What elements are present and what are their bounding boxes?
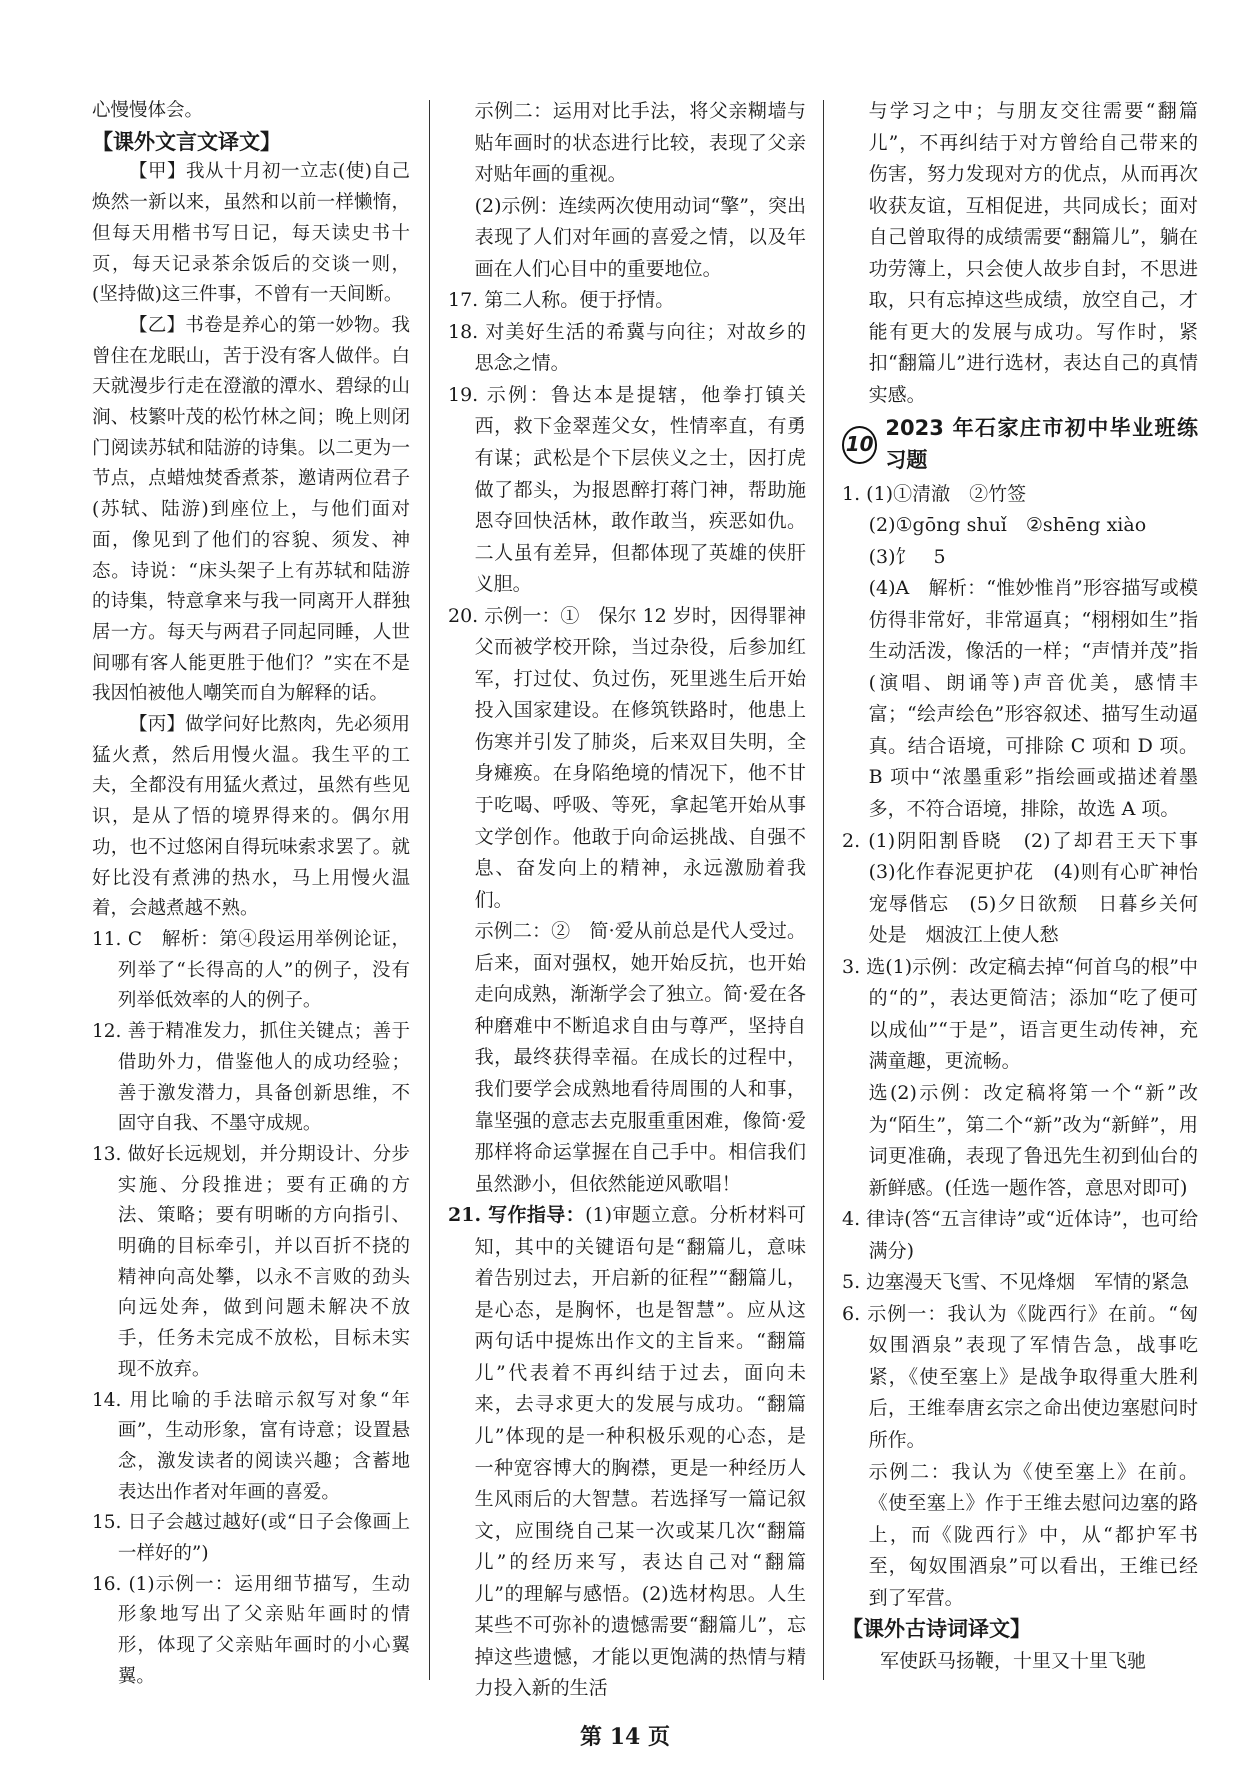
- answer-6-example2: 示例二：我认为《使至塞上》在前。《使至塞上》作于王维去慰问边塞的路上，而《陇西行》中，从“都护军书至，匈奴围酒泉”可以看出，王维已经到了军营。: [868, 1460, 1198, 1609]
- answer-13: 13. 做好长远规划，并分期设计、分步实施、分段推进；要有正确的方法、策略；要有明晰的方向指引、明确的目标牵引，并以百折不挠的精神向高处攀，以永不言败的劲头向远处奔，做到问题未解决不放手，任务未完成不放松，目标未实现不放弃。: [92, 1143, 410, 1380]
- translation-bing: 【丙】做学问好比熬肉，先必须用猛火煮，然后用慢火温。我生平的工夫，全都没有用猛火煮过，虽然有些见识，是从了悟的境界得来的。偶尔用功，也不过悠闲自得玩味索求罢了。就好比没有煮沸的热水，马上用慢火温着，会越煮越不熟。: [92, 714, 410, 920]
- answer-14: 14. 用比喻的手法暗示叙写对象“年画”，生动形象，富有诗意；设置悬念，激发读者的阅读兴趣；含蓄地表达出作者对年画的喜爱。: [92, 1389, 410, 1503]
- column-divider: [429, 100, 430, 1680]
- section-title: 【课外文言文译文】: [92, 129, 281, 154]
- answer-18: 18. 对美好生活的希冀与向往；对故乡的思念之情。: [448, 320, 806, 375]
- answer-6: 6. 示例一：我认为《陇西行》在前。“匈奴围酒泉”表现了军情告急，战事吃紧，《使至塞上》是战争取得重大胜利后，王维奉唐玄宗之命出使边塞慰问时所作。: [842, 1302, 1198, 1451]
- answer-19: 19. 示例：鲁达本是提辖，他拳打镇关西，救下金翠莲父女，性情率直，有勇有谋；武松是个下层侠义之士，因打虎做了都头，为报恩醉打蒋门神，帮助施恩夺回快活林，敢作敢当，疾恶如仇。二人虽有差异，但都体现了英雄的侠肝义胆。: [448, 383, 806, 596]
- answer-1-1: 1. (1)①清澈 ②竹签: [842, 482, 1027, 505]
- answer-12: 12. 善于精准发力，抓住关键点；善于借助外力，借鉴他人的成功经验；善于激发潜力，具备创新思维，不固守自我、不墨守成规。: [92, 1021, 410, 1135]
- answer-21-continued: 与学习之中；与朋友交往需要“翻篇儿”，不再纠结于对方曾给自己带来的伤害，努力发现对方的优点，从而再次收获友谊，互相促进，共同成长；面对自己曾取得的成绩需要“翻篇儿”，躺在功劳簿上，只会使人故步自封，不思进取，只有忘掉这些成绩，放空自己，才能有更大的发展与成功。写作时，紧扣“翻篇儿”进行选材，表达自己的真情实感。: [868, 100, 1198, 406]
- answer-1-4: (4)A 解析：“惟妙惟肖”形容描写或模仿得非常好，非常逼真；“栩栩如生”指生动活泼，像活的一样；“声情并茂”指(演唱、朗诵等)声音优美，感情丰富；“绘声绘色”形容叙述、描写生动逼真。结合语境，可排除 C 项和 D 项。B 项中“浓墨重彩”指绘画或描述着墨多，不符合语境，排除，故选 A 项。: [868, 577, 1198, 821]
- section-title: 【课外古诗词译文】: [842, 1617, 1031, 1642]
- column-divider: [823, 100, 824, 1680]
- answer-5: 5. 边塞漫天飞雪、不见烽烟 军情的紧急: [842, 1271, 1190, 1294]
- column-right: [842, 96, 1218, 1677]
- answer-1-3: (3)饣 5: [868, 545, 946, 568]
- column-middle: [448, 96, 806, 1705]
- answer-16: 16. (1)示例一：运用细节描写，生动形象地写出了父亲贴年画时的情形，体现了父亲贴年画时的小心翼翼。: [92, 1573, 410, 1687]
- exam-section-title: 2023 年石家庄市初中毕业班练习题: [885, 416, 1198, 473]
- column-left: [92, 96, 410, 1693]
- answer-4: 4. 律诗(答“五言律诗”或“近体诗”，也可给满分): [842, 1208, 1198, 1262]
- answer-15: 15. 日子会越过越好(或“日子会像画上一样好的”): [92, 1512, 410, 1565]
- poem-translation: 军使跃马扬鞭，十里又十里飞驰: [880, 1649, 1147, 1672]
- answer-21: [448, 1200, 806, 1705]
- answer-3: 3. 选(1)示例：改定稿去掉“何首乌的根”中的“的”，表达更简洁；添加“吃了便可以成仙”“于是”，语言更生动传神，充满童趣，更流畅。: [842, 955, 1198, 1073]
- answer-20: 20. 示例一：① 保尔 12 岁时，因得罪神父而被学校开除，当过杂役，后参加红军，打过仗、负过伤，死里逃生后开始投入国家建设。在修筑铁路时，他患上伤寒并引发了肺炎，后来双目失明，全身瘫痪。在身陷绝境的情况下，他不甘于吃喝、呼吸、等死，拿起笔开始从事文学创作。他敢于向命运挑战、自强不息、奋发向上的精神，永远激励着我们。: [448, 604, 806, 911]
- section-number-badge: 10: [842, 426, 877, 464]
- page-number: 第 14 页: [580, 1724, 670, 1750]
- exam-section-header: [842, 413, 1198, 476]
- translation-yi: 【乙】书卷是养心的第一妙物。我曾住在龙眠山，苦于没有客人做伴。白天就漫步行走在澄澈的潭水、碧绿的山涧、枝繁叶茂的松竹林之间；晚上则闭门阅读苏轼和陆游的诗集。以二更为一节点，点蜡烛焚香煮茶，邀请两位君子(苏轼、陆游)到座位上，与他们面对面，像见到了他们的容貌、须发、神态。诗说：“床头架子上有苏轼和陆游的诗集，特意拿来与我一同离开人群独居一方。每天与两君子同起同睡，人世间哪有客人能更胜于他们？”实在不是我因怕被他人嘲笑而自为解释的话。: [92, 314, 410, 705]
- writing-guide-text: (1)审题立意。分析材料可知，其中的关键语句是“翻篇儿，意味着告别过去，开启新的征程”“翻篇儿，是心态，是胸怀，也是智慧”。应从这两句话中提炼出作文的主旨来。“翻篇儿”代表着不再纠结于过去，面向未来，去寻求更大的发展与成功。“翻篇儿”体现的是一种积极乐观的心态，是一种宽容博大的胸襟，更是一种经历人生风雨后的大智慧。若选择写一篇记叙文，应围绕自己某一次或某几次“翻篇儿”的经历来写，表达自己对“翻篇儿”的理解与感悟。(2)选材构思。人生某些不可弥补的遗憾需要“翻篇儿”，忘掉这些遗憾，才能以更饱满的热情与精力投入新的生活: [474, 1204, 806, 1700]
- answer-11: 11. C 解析：第④段运用举例论证，列举了“长得高的人”的例子，没有列举低效率的人的例子。: [92, 928, 410, 1012]
- translation-jia: 【甲】我从十月初一立志(使)自己焕然一新以来，虽然和以前一样懒惰，但每天用楷书写日记，每天读史书十页，每天记录茶余饭后的交谈一则，(坚持做)这三件事，不曾有一天间断。: [92, 161, 410, 306]
- answer-2: 2. (1)阴阳割昏晓 (2)了却君王天下事 (3)化作春泥更护花 (4)则有心旷神怡 宠辱偕忘 (5)夕日欲颓 日暮乡关何处是 烟波江上使人愁: [842, 829, 1218, 947]
- text-line: 心慢慢体会。: [92, 100, 204, 121]
- answer-3-option2: 选(2)示例：改定稿将第一个“新”改为“陌生”，第二个“新”改为“新鲜”，用词更准确，表现了鲁迅先生初到仙台的新鲜感。(任选一题作答，意思对即可): [868, 1081, 1198, 1199]
- answer-1-2: (2)①gōng shuǐ ②shēng xiào: [868, 514, 1147, 537]
- answer-16-part2: (2)示例：连续两次使用动词“擎”，突出表现了人们对年画的喜爱之情，以及年画在人们心目中的重要地位。: [474, 194, 806, 280]
- writing-guide-label: 21. 写作指导：: [448, 1204, 586, 1227]
- answer-20-example2: 示例二：② 简·爱从前总是代人受过。后来，面对强权，她开始反抗，也开始走向成熟，渐渐学会了独立。简·爱在各种磨难中不断追求自由与尊严，坚持自我，最终获得幸福。在成长的过程中，我们要学会成熟地看待周围的人和事，靠坚强的意志去克服重重困难，像简·爱那样将命运掌握在自己手中。相信我们虽然渺小，但依然能逆风歌唱！: [474, 920, 806, 1195]
- answer-16-example2: 示例二：运用对比手法，将父亲糊墙与贴年画时的状态进行比较，表现了父亲对贴年画的重视。: [474, 100, 806, 186]
- answer-17: 17. 第二人称。便于抒情。: [448, 289, 675, 312]
